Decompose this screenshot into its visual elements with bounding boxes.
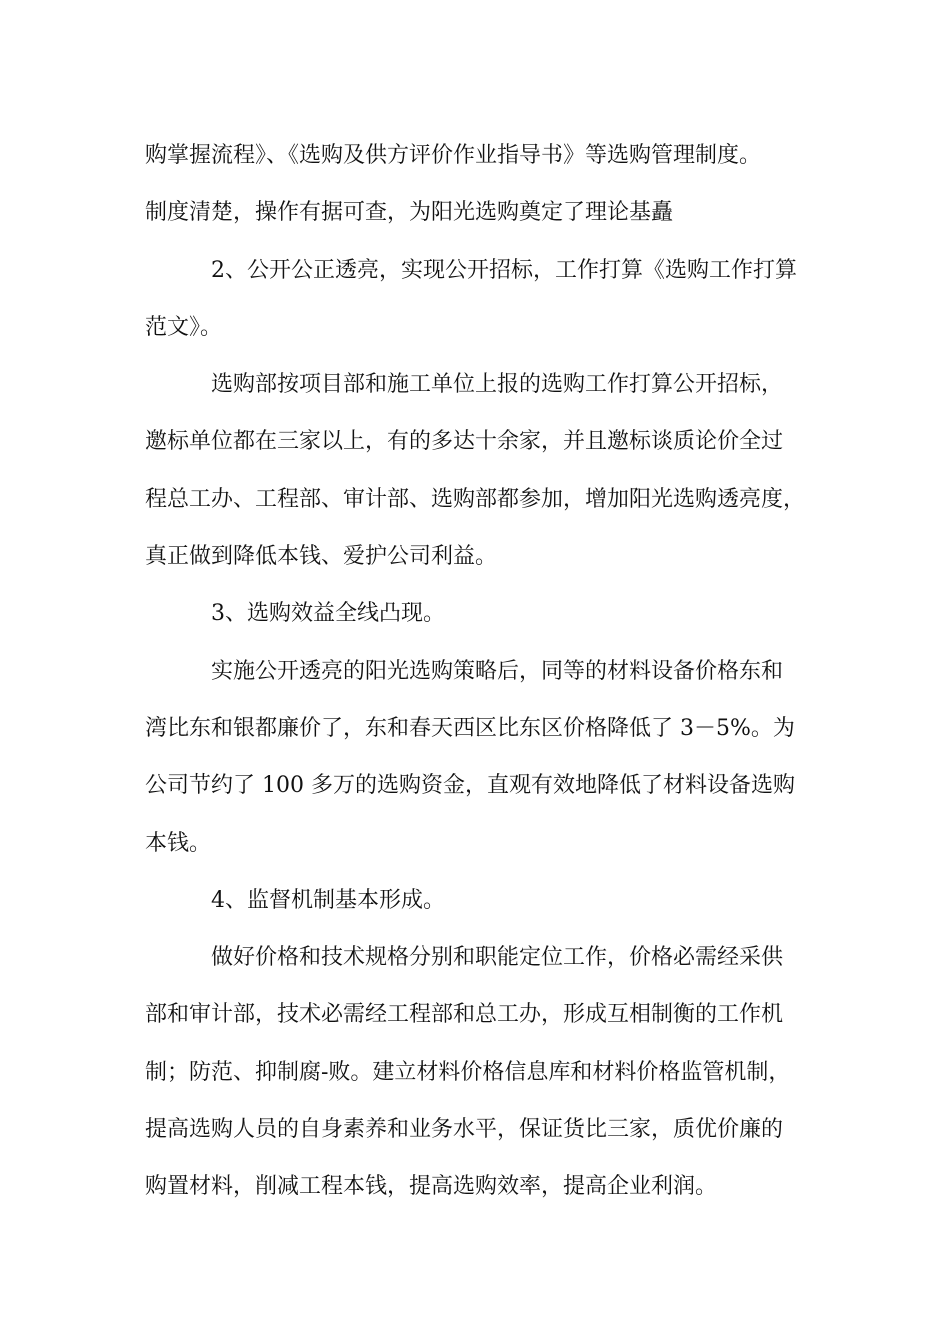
text-line: 制；防范、抑制腐-败。建立材料价格信息库和材料价格监管机制， <box>145 1059 791 1085</box>
text-line: 购置材料，削减工程本钱，提高选购效率，提高企业利润。 <box>145 1174 718 1200</box>
text-line: 范文》。 <box>145 314 223 340</box>
text-line: 本钱。 <box>145 830 212 856</box>
text-line: 制度清楚，操作有据可查，为阳光选购奠定了理论基矗 <box>145 200 674 226</box>
text-line: 湾比东和银都廉价了，东和春天西区比东区价格降低了 3－5%。为 <box>145 715 795 741</box>
paragraph-start: 实施公开透亮的阳光选购策略后，同等的材料设备价格东和 <box>211 658 784 684</box>
paragraph-start: 做好价格和技术规格分别和职能定位工作，价格必需经采供 <box>211 945 784 971</box>
section-heading-4: 4、监督机制基本形成。 <box>211 887 445 913</box>
text-line: 提高选购人员的自身素养和业务水平，保证货比三家，质优价廉的 <box>145 1117 784 1143</box>
text-line: 公司节约了 100 多万的选购资金，直观有效地降低了材料设备选购 <box>145 773 795 799</box>
text-line: 部和审计部，技术必需经工程部和总工办，形成互相制衡的工作机 <box>145 1002 784 1028</box>
section-heading-3: 3、选购效益全线凸现。 <box>211 601 445 627</box>
section-heading-2: 2、公开公正透亮，实现公开招标，工作打算《选购工作打算 <box>211 257 797 283</box>
paragraph-start: 选购部按项目部和施工单位上报的选购工作打算公开招标， <box>211 372 784 398</box>
document-body <box>145 127 825 1216</box>
text-line: 真正做到降低本钱、爱护公司利益。 <box>145 544 498 570</box>
text-line: 邀标单位都在三家以上，有的多达十余家，并且邀标谈质论价全过 <box>145 429 784 455</box>
text-line: 购掌握流程》、《选购及供方评价作业指导书》等选购管理制度。 <box>145 143 762 168</box>
text-line: 程总工办、工程部、审计部、选购部都参加，增加阳光选购透亮度， <box>145 486 806 512</box>
